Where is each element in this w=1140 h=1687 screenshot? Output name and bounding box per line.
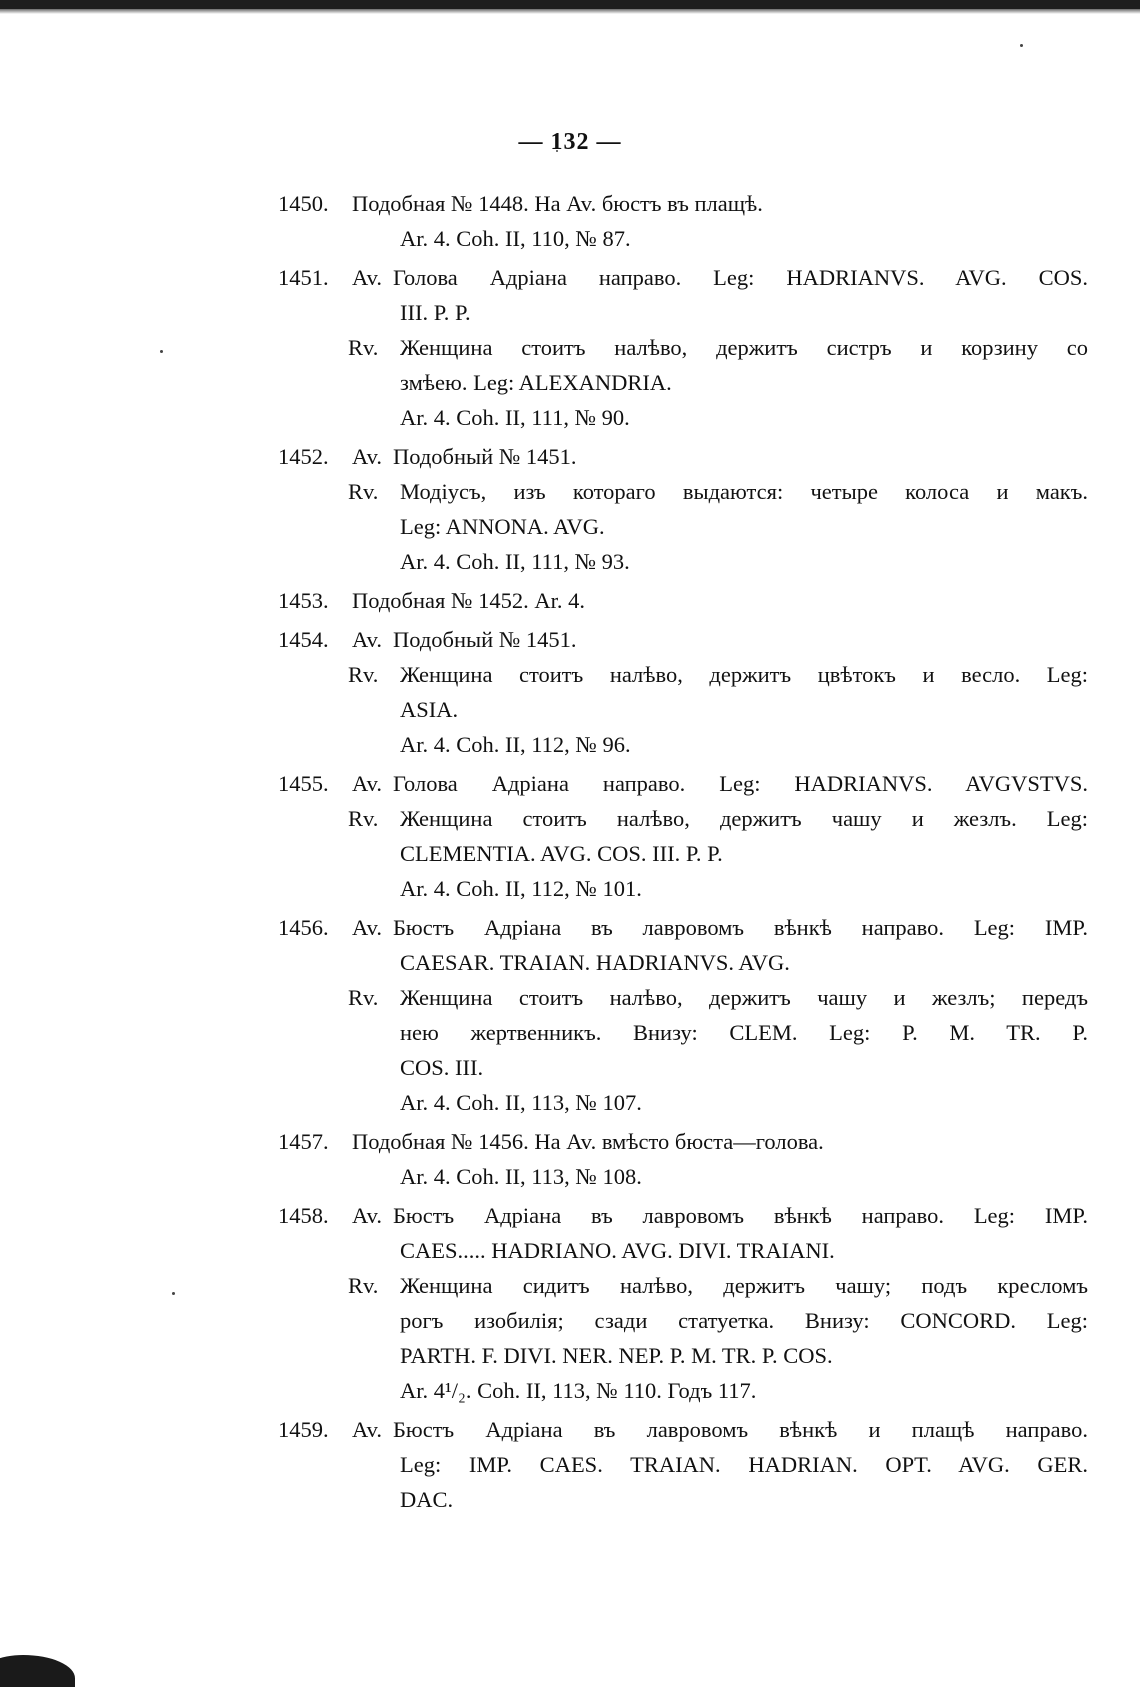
entry-line [278,583,1088,618]
entry-line [278,474,1088,509]
entry-line [278,1124,1088,1159]
obverse-label: Av. [352,1203,382,1228]
entry-line [278,1085,1088,1120]
entry-text: нею жертвенникъ. Внизу: CLEM. Leg: P. M. TR. P. [400,1020,1088,1045]
entry-text: Ar. 4. Coh. II, 113, № 108. [400,1164,642,1189]
entry-line [278,1338,1088,1373]
entry-line [278,1233,1088,1268]
entry-line [278,1412,1088,1447]
catalogue-entry [278,260,1088,435]
reverse-label: Rv. [348,985,379,1010]
obverse-label: Av. [352,627,382,652]
scan-speck [1020,44,1023,47]
obverse-label: Av. [352,915,382,940]
scan-corner-smudge [0,1655,75,1687]
entry-line [278,910,1088,945]
catalogue-entry [278,910,1088,1120]
catalogue-entry [278,186,1088,256]
entry-text: Ar. 4. Coh. II, 112, № 96. [400,732,631,757]
entry-line [278,1482,1088,1517]
entry-line [278,439,1088,474]
entry-line [278,1303,1088,1338]
entry-line [278,221,1088,256]
entry-text: Подобная № 1448. На Av. бюстъ въ плащѣ. [352,191,763,216]
entry-line [278,801,1088,836]
entry-number: 1459. [278,1417,329,1442]
entry-text: Leg: ANNONA. AVG. [400,514,605,539]
entry-line [278,186,1088,221]
entry-text: Голова Адріана направо. Leg: HADRIANVS. AVG. COS. [393,265,1088,290]
entry-line [278,1198,1088,1233]
entry-text: Женщина стоитъ налѣво, держитъ чашу и жезлъ; передъ [400,985,1088,1010]
catalogue-entry [278,1124,1088,1194]
entry-line [278,622,1088,657]
entry-text: Бюстъ Адріана въ лавровомъ вѣнкѣ направо. Leg: IMP. [393,915,1088,940]
entry-text: Ar. 4. Coh. II, 111, № 90. [400,405,630,430]
entry-text: Женщина стоитъ налѣво, держитъ систръ и корзину со [400,335,1088,360]
entry-line [278,1268,1088,1303]
scan-speck [172,1292,175,1295]
entry-line [278,509,1088,544]
entry-text: Подобная № 1452. Ar. 4. [352,588,585,613]
entry-line [278,260,1088,295]
catalogue-entry [278,1412,1088,1517]
entry-line [278,727,1088,762]
entry-text: Ar. 4¹/₂. Coh. II, 113, № 110. Годъ 117. [400,1378,757,1403]
entry-line [278,836,1088,871]
reverse-label: Rv. [348,335,379,360]
entry-line [278,1015,1088,1050]
catalogue-entry [278,1198,1088,1408]
entry-text: CAESAR. TRAIAN. HADRIANVS. AVG. [400,950,790,975]
entry-line [278,544,1088,579]
entry-text: Ar. 4. Coh. II, 111, № 93. [400,549,630,574]
entry-text: Leg: IMP. CAES. TRAIAN. HADRIAN. OPT. AVG. GER. [400,1452,1088,1477]
entry-line [278,692,1088,727]
entry-line [278,400,1088,435]
entry-text: COS. III. [400,1055,484,1080]
entry-line [278,1373,1088,1408]
entry-line [278,330,1088,365]
entry-line [278,766,1088,801]
entry-line [278,945,1088,980]
entry-line [278,1050,1088,1085]
reverse-label: Rv. [348,479,379,504]
entry-text: Бюстъ Адріана въ лавровомъ вѣнкѣ направо. Leg: IMP. [393,1203,1088,1228]
catalogue-entry [278,439,1088,579]
entry-number: 1450. [278,191,329,216]
scan-speck [160,350,163,353]
obverse-label: Av. [352,444,382,469]
entry-text: Бюстъ Адріана въ лавровомъ вѣнкѣ и плащѣ направо. [393,1417,1088,1442]
reverse-label: Rv. [348,662,379,687]
entry-text: Женщина стоитъ налѣво, держитъ чашу и жезлъ. Leg: [400,806,1088,831]
page-number: — 132 — [518,129,622,155]
entry-text: рогъ изобилія; сзади статуетка. Внизу: CONCORD. Leg: [400,1308,1088,1333]
entry-text: DAC. [400,1487,454,1512]
entry-text: CLEMENTIA. AVG. COS. III. P. P. [400,841,723,866]
entry-number: 1451. [278,265,329,290]
obverse-label: Av. [352,265,382,290]
entry-text: Женщина сидитъ налѣво, держитъ чашу; подъ кресломъ [400,1273,1088,1298]
entry-number: 1457. [278,1129,329,1154]
entry-line [278,980,1088,1015]
catalogue-entry [278,583,1088,618]
reverse-label: Rv. [348,806,379,831]
entry-line [278,657,1088,692]
entry-text: Ar. 4. Coh. II, 113, № 107. [400,1090,642,1115]
entry-text: PARTH. F. DIVI. NER. NEP. P. M. TR. P. COS. [400,1343,833,1368]
catalogue-entry [278,622,1088,762]
entry-text: Модіусъ, изъ котораго выдаются: четыре колоса и макъ. [400,479,1088,504]
entry-text: Женщина стоитъ налѣво, держитъ цвѣтокъ и весло. Leg: [400,662,1088,687]
entry-line [278,1447,1088,1482]
entry-text: змѣею. Leg: ALEXANDRIA. [400,370,672,395]
obverse-label: Av. [352,1417,382,1442]
scan-top-border [0,0,1140,9]
entry-number: 1453. [278,588,329,613]
entry-text: Подобный № 1451. [393,444,577,469]
entry-line [278,1159,1088,1194]
entry-text: Подобный № 1451. [393,627,577,652]
catalogue-entries [278,186,1088,1521]
entry-text: III. P. P. [400,300,471,325]
entry-number: 1454. [278,627,329,652]
entry-text: Голова Адріана направо. Leg: HADRIANVS. AVGVSTVS. [393,771,1088,796]
entry-line [278,365,1088,400]
entry-line [278,871,1088,906]
entry-text: Ar. 4. Coh. II, 110, № 87. [400,226,631,251]
entry-line [278,295,1088,330]
entry-text: ASIA. [400,697,459,722]
entry-number: 1455. [278,771,329,796]
entry-text: Ar. 4. Coh. II, 112, № 101. [400,876,642,901]
entry-number: 1452. [278,444,329,469]
reverse-label: Rv. [348,1273,379,1298]
entry-number: 1456. [278,915,329,940]
catalogue-entry [278,766,1088,906]
entry-text: Подобная № 1456. На Av. вмѣсто бюста—голова. [352,1129,824,1154]
entry-number: 1458. [278,1203,329,1228]
entry-spacer [278,1517,1088,1521]
obverse-label: Av. [352,771,382,796]
entry-text: CAES..... HADRIANO. AVG. DIVI. TRAIANI. [400,1238,835,1263]
